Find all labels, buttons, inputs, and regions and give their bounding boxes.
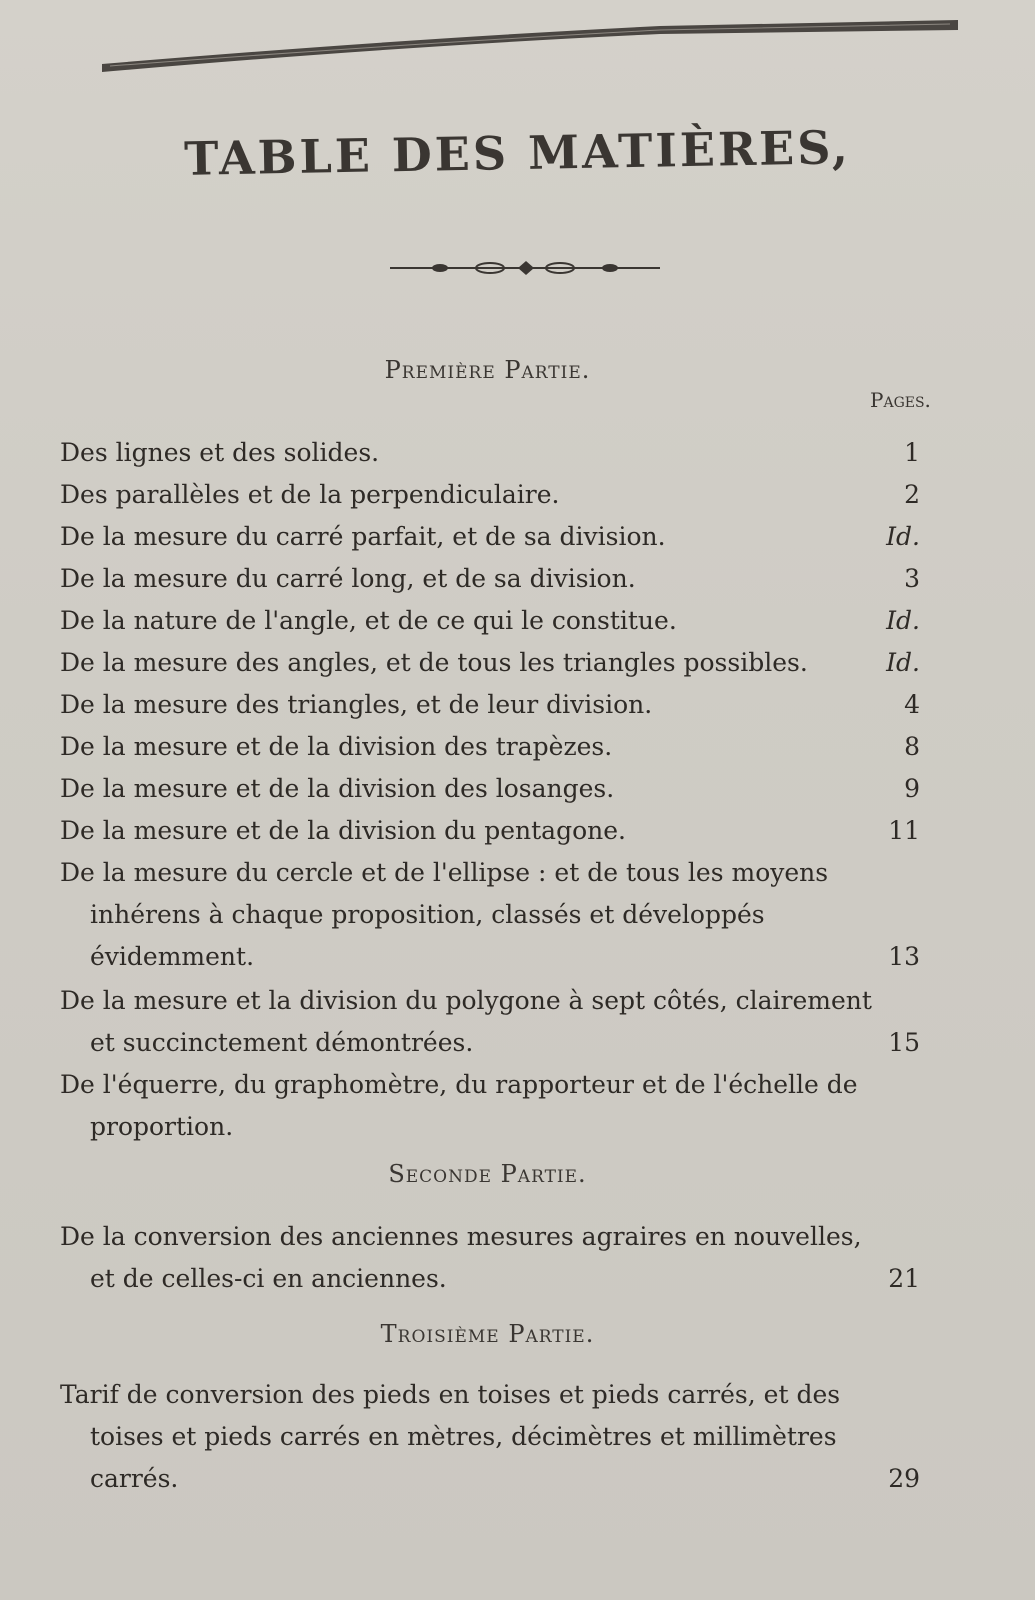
toc-entry [60,768,960,810]
toc-entry-text: De la mesure du carré long, et de sa division. [60,564,636,593]
toc-entry [60,558,960,600]
toc-entry-text: De la mesure et de la division du pentagone. [60,816,626,845]
toc-entry-text: De la mesure du carré parfait, et de sa division. [60,522,666,551]
toc-entry-text: De la nature de l'angle, et de ce qui le constitue. [60,606,677,635]
toc-entry [60,1064,960,1148]
toc-entry-text: De la mesure des triangles, et de leur division. [60,690,653,719]
toc-entry-page: 1 [904,438,920,467]
part-heading-3: Troisième Partie. [380,1320,595,1348]
toc-entry [60,432,960,474]
toc-entry-text: Tarif de conversion des pieds en toises et pieds carrés, et des toises et pieds carrés en mètres, décimètres et millimètres carrés. [60,1380,841,1493]
toc-entry-text: De la mesure des angles, et de tous les triangles possibles. [60,648,808,677]
toc-entry-text: De la mesure du cercle et de l'ellipse : et de tous les moyens inhérens à chaque proposition, classés et développés évidemment. [60,858,829,971]
toc-entry [60,1374,960,1500]
part-heading-2: Seconde Partie. [388,1160,587,1188]
toc-entry-page: 29 [888,1464,920,1493]
toc-entry-text: De la mesure et de la division des losanges. [60,774,615,803]
toc-entry [60,1216,960,1300]
toc-entry [60,516,960,558]
toc-entry-page: 8 [904,732,920,761]
toc-entry-text: De l'équerre, du graphomètre, du rapporteur et de l'échelle de proportion. [60,1070,858,1141]
toc-entry [60,474,960,516]
toc-entry-text: De la mesure et de la division des trapèzes. [60,732,613,761]
toc-entry [60,980,960,1064]
toc-entry-page: Id. [886,522,920,551]
toc-entry-page: 11 [888,816,920,845]
part-heading-1: Première Partie. [384,356,591,384]
toc-entry [60,642,960,684]
toc-entry-page: 3 [904,564,920,593]
toc-entry-page: 21 [888,1264,920,1293]
ornament-divider [390,258,660,278]
toc-entry-page: Id. [886,606,920,635]
toc-entry-page: 15 [888,1028,920,1057]
toc-entry-page: 2 [904,480,920,509]
toc-entry-page: Id. [886,648,920,677]
toc-entry-text: De la mesure et la division du polygone à sept côtés, clairement et succinctement démontrées. [60,986,872,1057]
toc-entry [60,810,960,852]
toc-entry [60,600,960,642]
pages-column-label: Pages. [870,388,931,412]
top-decorative-rule [100,14,960,84]
toc-entry-text: Des lignes et des solides. [60,438,380,467]
toc-entry [60,684,960,726]
toc-entry [60,726,960,768]
toc-entry-page: 13 [888,942,920,971]
toc-entry-page: 9 [904,774,920,803]
page-title: TABLE DES MATIÈRES, [183,120,852,186]
toc-entry-page: 4 [904,690,920,719]
toc-entry-text: Des parallèles et de la perpendiculaire. [60,480,560,509]
toc-entry [60,852,960,978]
toc-entry-text: De la conversion des anciennes mesures agraires en nouvelles, et de celles-ci en anciennes. [60,1222,862,1293]
